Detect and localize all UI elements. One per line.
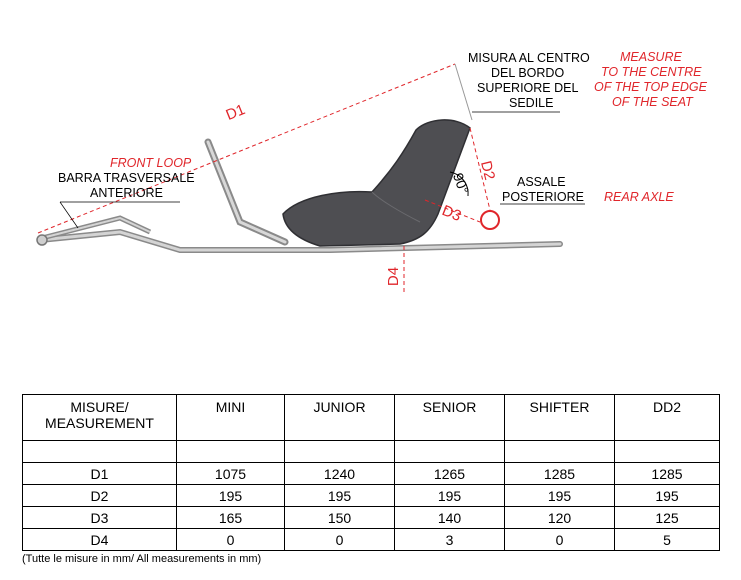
cell-value: 0	[177, 529, 285, 551]
spacer-cell	[395, 441, 505, 463]
table-row-d1	[23, 463, 720, 485]
cell-value: 0	[285, 529, 395, 551]
front-loop-label-it-2: ANTERIORE	[90, 186, 163, 200]
cell-value: 195	[395, 485, 505, 507]
cell-value: 150	[285, 507, 395, 529]
row-label: D3	[23, 507, 177, 529]
spacer-cell	[23, 441, 177, 463]
header-mini: MINI	[177, 395, 285, 441]
measurements-table	[22, 394, 720, 551]
seat-measure-label-it-3: SUPERIORE DEL	[477, 81, 579, 95]
table-row-d4	[23, 529, 720, 551]
table-row-d2	[23, 485, 720, 507]
spacer-cell	[505, 441, 615, 463]
angle-label: 90°	[449, 170, 473, 197]
header-junior: JUNIOR	[285, 395, 395, 441]
seat-measure-label-en-1: MEASURE	[620, 50, 682, 64]
header-senior: SENIOR	[395, 395, 505, 441]
spacer-cell	[615, 441, 720, 463]
table-spacer-row	[23, 441, 720, 463]
cell-value: 3	[395, 529, 505, 551]
dimension-d1-label: D1	[223, 101, 248, 124]
header-dd2: DD2	[615, 395, 720, 441]
seat-measure-label-en-4: OF THE SEAT	[612, 95, 693, 109]
cell-value: 1240	[285, 463, 395, 485]
seat-measure-label-it-4: SEDILE	[509, 96, 554, 110]
cell-value: 0	[505, 529, 615, 551]
row-label: D4	[23, 529, 177, 551]
cell-value: 120	[505, 507, 615, 529]
spacer-cell	[285, 441, 395, 463]
cell-value: 195	[285, 485, 395, 507]
cell-value: 165	[177, 507, 285, 529]
cell-value: 1265	[395, 463, 505, 485]
spacer-cell	[177, 441, 285, 463]
header-shifter: SHIFTER	[505, 395, 615, 441]
cell-value: 195	[505, 485, 615, 507]
cell-value: 5	[615, 529, 720, 551]
cell-value: 1285	[615, 463, 720, 485]
seat-measure-label-it-2: DEL BORDO	[491, 66, 565, 80]
header-measurement	[23, 395, 177, 441]
header-measurement-line-2: MEASUREMENT	[45, 415, 154, 431]
row-label: D2	[23, 485, 177, 507]
rear-axle-label-en: REAR AXLE	[604, 190, 674, 204]
dimension-d3-label: D3	[439, 202, 464, 225]
dimension-d4-label: D4	[385, 266, 403, 287]
dimension-d2-label: D2	[477, 159, 499, 182]
cell-value: 1075	[177, 463, 285, 485]
front-loop-label-en: FRONT LOOP	[110, 156, 192, 170]
cell-value: 195	[177, 485, 285, 507]
table-row-d3	[23, 507, 720, 529]
footnote: (Tutte le misure in mm/ All measurements in mm)	[22, 553, 262, 565]
front-loop-label-it-1: BARRA TRASVERSALE	[58, 171, 195, 185]
table-header-row	[23, 395, 720, 441]
rear-axle-label-it-1: ASSALE	[517, 175, 566, 189]
rear-axle-label-it-2: POSTERIORE	[502, 190, 584, 204]
cell-value: 1285	[505, 463, 615, 485]
row-label: D1	[23, 463, 177, 485]
cell-value: 140	[395, 507, 505, 529]
cell-value: 125	[615, 507, 720, 529]
cell-value: 195	[615, 485, 720, 507]
seat-measure-label-it-1: MISURA AL CENTRO	[468, 51, 590, 65]
seat-measure-label-en-3: OF THE TOP EDGE	[594, 80, 707, 94]
seat-measure-label-en-2: TO THE CENTRE	[601, 65, 702, 79]
header-measurement-line-1: MISURE/	[70, 399, 129, 415]
